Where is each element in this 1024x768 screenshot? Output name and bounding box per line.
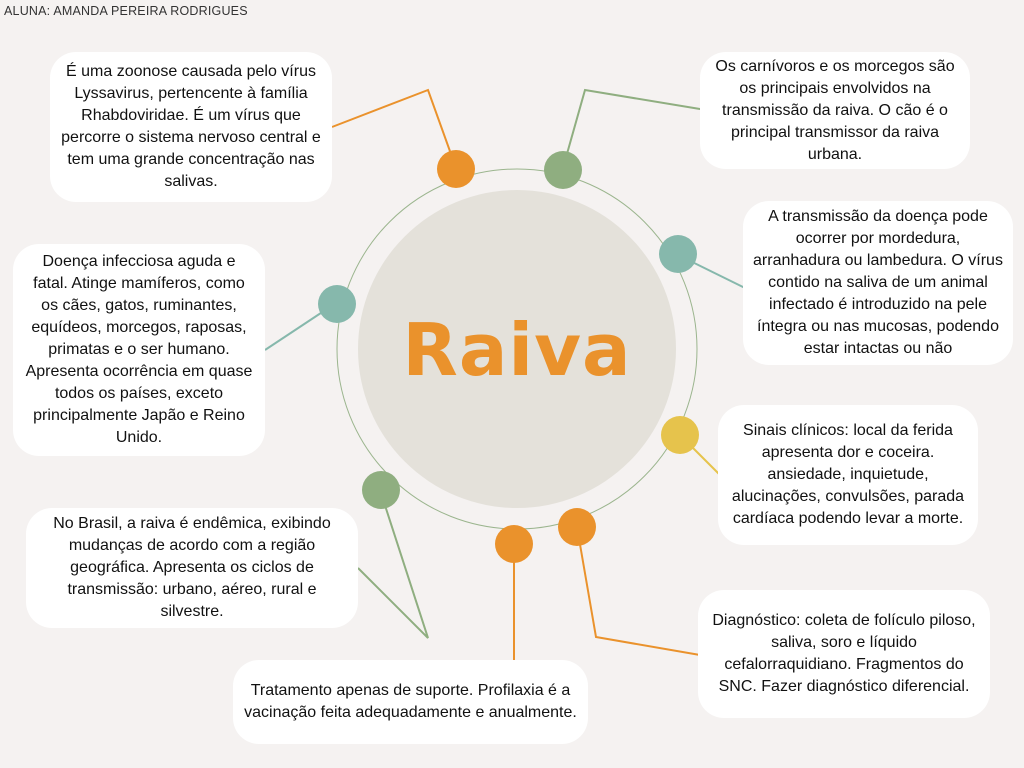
connector-brasil bbox=[358, 490, 428, 638]
author-label: ALUNA: AMANDA PEREIRA RODRIGUES bbox=[4, 4, 248, 18]
connector-definicao bbox=[332, 90, 456, 168]
node-yellow-right bbox=[661, 416, 699, 454]
diagram-title: Raiva bbox=[402, 308, 632, 392]
node-green-top bbox=[544, 151, 582, 189]
card-transmissao: A transmissão da doença pode ocorrer por mordedura, arranhadura ou lambedura. O vírus contido na saliva de um animal infectado é introduzido na pele íntegra ou nas mucosas, podendo estar intactas ou não bbox=[743, 201, 1013, 365]
node-green-bottom-left bbox=[362, 471, 400, 509]
connector-diagnostico bbox=[577, 527, 700, 655]
node-orange-bottom-right bbox=[558, 508, 596, 546]
connector-transmissores bbox=[563, 90, 706, 168]
node-orange-bottom bbox=[495, 525, 533, 563]
card-doenca: Doença infecciosa aguda e fatal. Atinge mamíferos, como os cães, gatos, ruminantes, equídeos, morcegos, raposas, primatas e o ser humano. Apresenta ocorrência em quase todos os países, exceto principalmente Japão e Reino Unido. bbox=[13, 244, 265, 456]
card-definicao: É uma zoonose causada pelo vírus Lyssavirus, pertencente à família Rhabdoviridae. É um vírus que percorre o sistema nervoso central e tem uma grande concentração nas salivas. bbox=[50, 52, 332, 202]
card-transmissores: Os carnívoros e os morcegos são os principais envolvidos na transmissão da raiva. O cão é o principal transmissor da raiva urbana. bbox=[700, 52, 970, 169]
card-tratamento: Tratamento apenas de suporte. Profilaxia é a vacinação feita adequadamente e anualmente. bbox=[233, 660, 588, 744]
node-teal-right bbox=[659, 235, 697, 273]
node-orange-top bbox=[437, 150, 475, 188]
node-teal-left bbox=[318, 285, 356, 323]
card-diagnostico: Diagnóstico: coleta de folículo piloso, saliva, soro e líquido cefalorraquidiano. Fragmentos do SNC. Fazer diagnóstico diferencial. bbox=[698, 590, 990, 718]
card-sinais: Sinais clínicos: local da ferida apresenta dor e coceira. ansiedade, inquietude, alucinações, convulsões, parada cardíaca podendo levar a morte. bbox=[718, 405, 978, 545]
card-brasil: No Brasil, a raiva é endêmica, exibindo mudanças de acordo com a região geográfica. Apresenta os ciclos de transmissão: urbano, aéreo, rural e silvestre. bbox=[26, 508, 358, 628]
